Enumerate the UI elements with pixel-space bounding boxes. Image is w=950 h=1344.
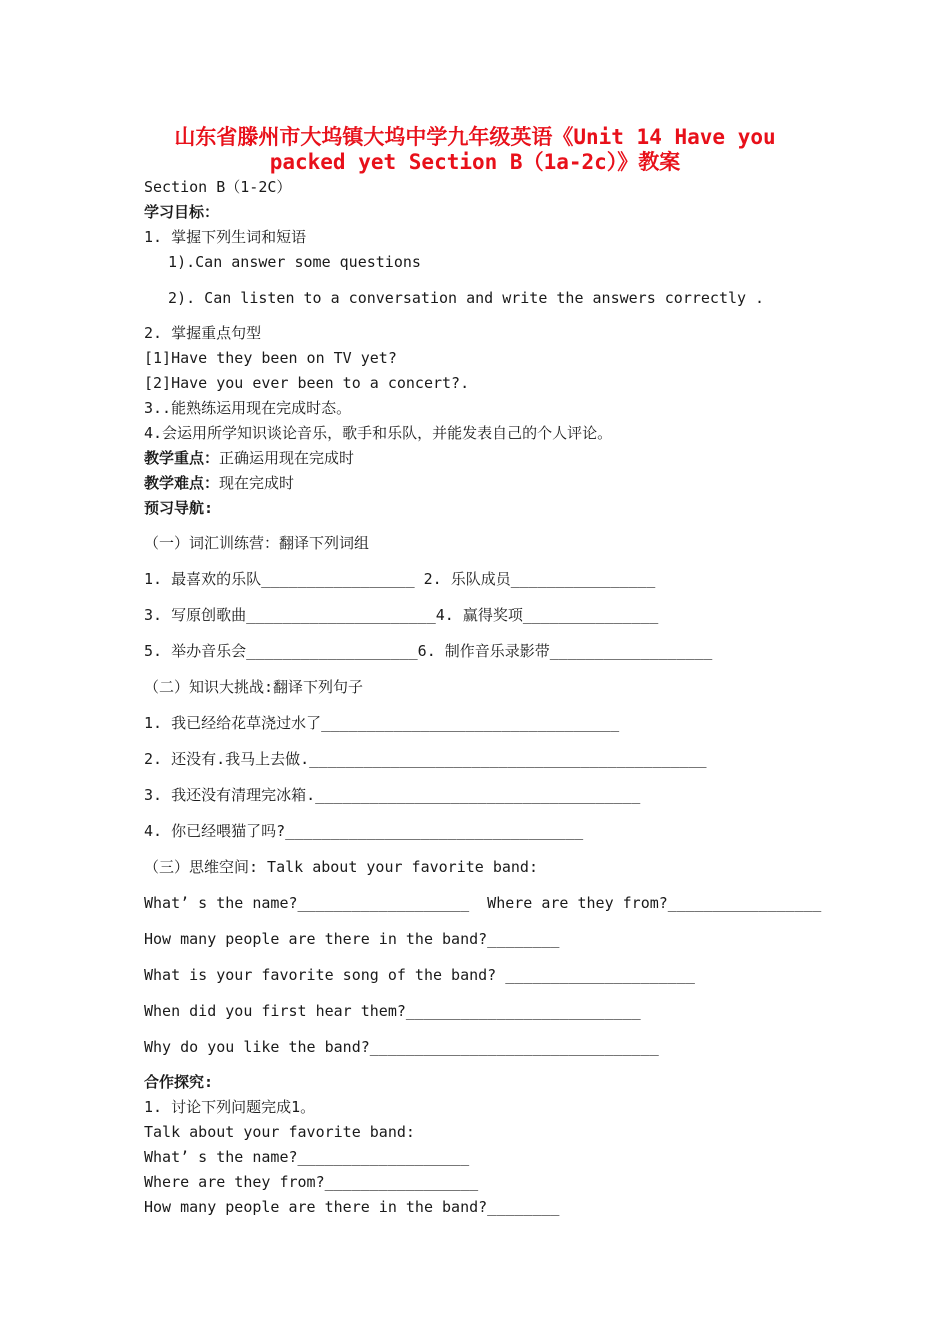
objective-4: 4.会运用所学知识谈论音乐，歌手和乐队，并能发表自己的个人评论。 [144, 424, 613, 442]
sentence-pattern-2: [2]Have you ever been to a concert?. [144, 374, 470, 392]
cooperation-line-1: Talk about your favorite band: [144, 1123, 415, 1141]
key-point-text: 正确运用现在完成时 [219, 449, 355, 467]
key-point [144, 449, 354, 467]
band-question-4: When did you first hear them?__________________________ [144, 1002, 641, 1020]
part1-heading: （一）词汇训练营：翻译下列词组 [144, 534, 370, 552]
translate-sentence-1: 1. 我已经给花草浇过水了_________________________________ [144, 714, 620, 732]
vocab-row-1: 1. 最喜欢的乐队_________________ 2. 乐队成员________________ [144, 570, 656, 588]
objective-3: 3..能熟练运用现在完成时态。 [144, 399, 352, 417]
sentence-pattern-1: [1]Have they been on TV yet? [144, 349, 397, 367]
objective-2: 2. 掌握重点句型 [144, 324, 262, 342]
objective-1a: 1).Can answer some questions [150, 253, 421, 271]
band-question-3: What is your favorite song of the band? _____________________ [144, 966, 695, 984]
cooperation-heading: 合作探究: [144, 1073, 214, 1091]
vocab-row-2: 3. 写原创歌曲_____________________4. 赢得奖项_______________ [144, 606, 659, 624]
section-header: Section B（1-2C） [144, 178, 292, 196]
difficulty-text: 现在完成时 [219, 474, 295, 492]
objectives-heading: 学习目标： [144, 203, 220, 221]
cooperation-line-4: How many people are there in the band?________ [144, 1198, 560, 1216]
difficulty [144, 474, 294, 492]
band-question-1: What’ s the name?___________________ Where are they from?_________________ [144, 894, 822, 912]
key-point-label: 教学重点： [144, 449, 220, 467]
translate-sentence-4: 4. 你已经喂猫了吗?_________________________________ [144, 822, 584, 840]
objective-1b: 2). Can listen to a conversation and write the answers correctly . [150, 289, 765, 307]
band-question-5: Why do you like the band?________________________________ [144, 1038, 659, 1056]
document-title-line-1: 山东省滕州市大坞镇大坞中学九年级英语《Unit 14 Have you [174, 125, 776, 149]
preview-heading: 预习导航: [144, 499, 214, 517]
cooperation-line-3: Where are they from?_________________ [144, 1173, 479, 1191]
vocab-row-3: 5. 举办音乐会___________________6. 制作音乐录影带__________________ [144, 642, 713, 660]
translate-sentence-3: 3. 我还没有清理完冰箱.____________________________________ [144, 786, 641, 804]
objective-1: 1. 掌握下列生词和短语 [144, 228, 307, 246]
document-title-line-2: packed yet Section B（1a-2c）》教案 [269, 150, 681, 174]
part3-heading: （三）思维空间: Talk about your favorite band: [144, 858, 538, 876]
band-question-2: How many people are there in the band?________ [144, 930, 560, 948]
cooperation-item-1: 1. 讨论下列问题完成1。 [144, 1098, 316, 1116]
translate-sentence-2: 2. 还没有.我马上去做.____________________________________________ [144, 750, 707, 768]
part2-heading: （二）知识大挑战:翻译下列句子 [144, 678, 364, 696]
difficulty-label: 教学难点： [144, 474, 220, 492]
cooperation-line-2: What’ s the name?___________________ [144, 1148, 470, 1166]
